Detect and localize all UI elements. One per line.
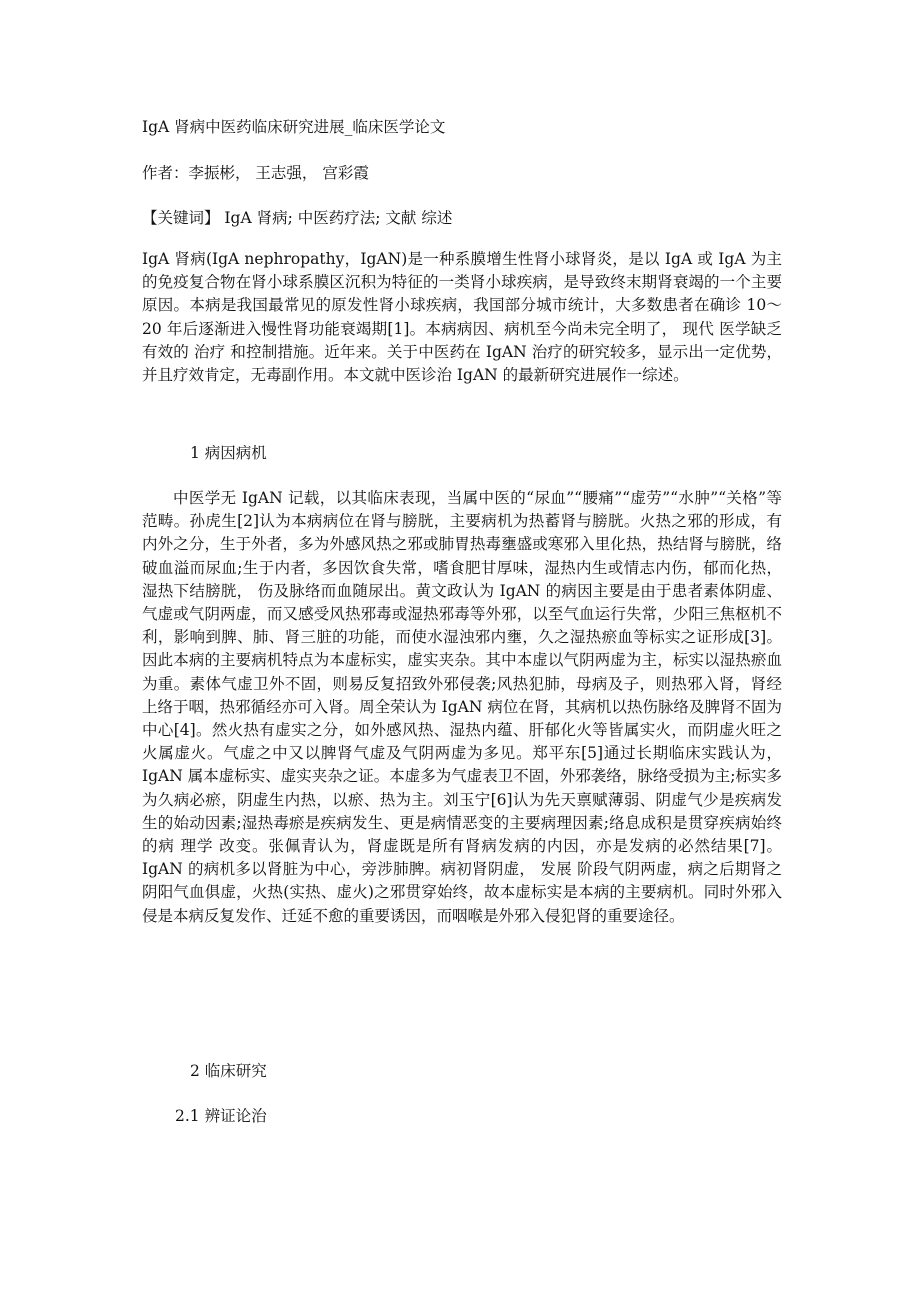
- author-line: 作者：李振彬， 王志强， 宫彩霞: [142, 164, 369, 182]
- section-1-text: 中医学无 IgAN 记载，以其临床表现，当属中医的“尿血”“腰痛”“虚劳”“水肿”“关格”等范畴。孙虎生[2]认为本病病位在肾与膀胱，主要病机为热蓄肾与膀胱。火热之邪的形成，有内外之分，生于外者，多为外感风热之邪或肺胃热毒壅盛或寒邪入里化热，热结肾与膀胱，络破血溢而尿血;生于内者，多因饮食失常，嗜食肥甘厚味，湿热内生或情志内伤，郁而化热，湿热下结膀胱， 伤及脉络而血随尿出。黄文政认为 IgAN 的病因主要是由于患者素体阴虚、气虚或气阴两虚，而又感受风热邪毒或湿热邪毒等外邪，以至气血运行失常，少阳三焦枢机不利，影响到脾、肺、肾三脏的功能，而使水湿浊邪内壅，久之湿热瘀血等标实之证形成[3]。因此本病的主要病机特点为本虚标实，虚实夹杂。其中本虚以气阴两虚为主，标实以湿热瘀血为重。素体气虚卫外不固，则易反复招致外邪侵袭;风热犯肺，母病及子，则热邪入肾，肾经上络于咽，热邪循经亦可入肾。周全荣认为 IgAN 病位在肾，其病机以热伤脉络及脾肾不固为中心[4]。然火热有虚实之分，如外感风热、湿热内蕴、肝郁化火等皆属实火，而阴虚火旺之火属虚火。气虚之中又以脾肾气虚及气阴两虚为多见。郑平东[5]通过长期临床实践认为，IgAN 属本虚标实、虚实夹杂之证。本虚多为气虚表卫不固，外邪袭络，脉络受损为主;标实多为久病必瘀，阴虚生内热，以瘀、热为主。刘玉宁[6]认为先天禀赋薄弱、阴虚气少是疾病发生的始动因素;湿热毒瘀是疾病发生、更是病情恶变的主要病理因素;络息成积是贯穿疾病始终的病 理学 改变。张佩青认为，肾虚既是所有肾病发病的内因，亦是发病的必然结果[7]。IgAN 的病机多以肾脏为中心，旁涉肺脾。病初肾阴虚， 发展 阶段气阴两虚，病之后期肾之阴阳气血俱虚，火热(实热、虚火)之邪贯穿始终，故本虚标实是本病的主要病机。同时外邪入侵是本病反复发作、迁延不愈的重要诱因，而咽喉是外邪入侵犯肾的重要途径。: [142, 489, 782, 925]
- section-1-paragraph: [142, 487, 782, 928]
- intro-paragraph: [142, 248, 782, 387]
- keywords-line: 【关键词】 IgA 肾病; 中医药疗法; 文献 综述: [142, 209, 453, 227]
- section-2-heading: 2 临床研究: [190, 1062, 267, 1080]
- section-1-heading: 1 病因病机: [190, 444, 267, 462]
- section-2-1-heading: 2.1 辨证论治: [175, 1107, 267, 1125]
- document-title: IgA 肾病中医药临床研究进展_临床医学论文: [142, 118, 446, 136]
- intro-text: IgA 肾病(IgA nephropathy，IgAN)是一种系膜增生性肾小球肾炎，是以 IgA 或 IgA 为主的免疫复合物在肾小球系膜区沉积为特征的一类肾小球疾病，是导致终末期肾衰竭的一个主要原因。本病是我国最常见的原发性肾小球疾病，我国部分城市统计，大多数患者在确诊 10～20 年后逐渐进入慢性肾功能衰竭期[1]。本病病因、病机至今尚未完全明了， 现代 医学缺乏有效的 治疗 和控制措施。近年来。关于中医药在 IgAN 治疗的研究较多，显示出一定优势，并且疗效肯定，无毒副作用。本文就中医诊治 IgAN 的最新研究进展作一综述。: [142, 250, 782, 385]
